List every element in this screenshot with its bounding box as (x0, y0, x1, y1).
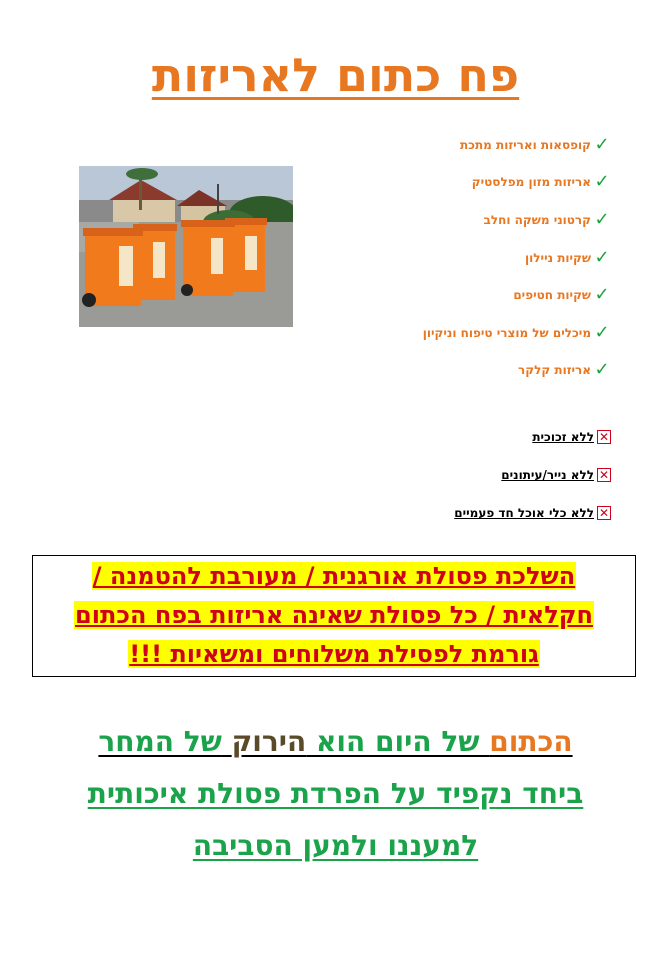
check-icon: ✓ (594, 321, 610, 343)
warning-line: גורמת לפסילת משלוחים ומשאיות !!! (129, 640, 539, 668)
slogan-line-1: הכתום של היום הוא הירוק של המחר (98, 725, 573, 758)
slogan-line-3: למעננו ולמען הסביבה (192, 829, 479, 862)
rejected-items-list (311, 418, 611, 532)
warning-line: השלכת פסולת אורגנית / מעורבת להטמנה / (92, 562, 576, 590)
list-item: ✓ שקיות ניילון (525, 246, 610, 268)
accepted-items-list (311, 126, 611, 389)
slogan-line-2: ביחד נקפיד על הפרדת פסולת איכותית (87, 777, 584, 810)
list-item: ✓ מיכלים של מוצרי טיפוח וניקיון (422, 321, 610, 343)
list-item: ✕ ללא נייר/עיתונים (501, 468, 610, 482)
x-box-icon: ✕ (598, 506, 610, 520)
slogan (0, 716, 671, 872)
check-icon: ✓ (594, 246, 610, 268)
orange-bins-photo (79, 166, 293, 327)
page-title: פח כתום לאריזות (151, 48, 520, 102)
x-box-icon: ✕ (598, 468, 610, 482)
list-item: ✓ אריזות מזון מפלסטיק (471, 171, 610, 193)
check-icon: ✓ (594, 133, 610, 155)
list-item: ✕ ללא כלי אוכל חד פעמיים (454, 506, 610, 520)
check-icon: ✓ (594, 284, 610, 306)
warning-line: חקלאית / כל פסולת שאינה אריזות בפח הכתום (75, 601, 593, 629)
check-icon: ✓ (594, 359, 610, 381)
warning-box (32, 555, 636, 677)
list-item: ✓ אריזות קלקר (518, 359, 610, 381)
list-item: ✕ ללא זכוכית (532, 430, 610, 444)
x-box-icon: ✕ (598, 430, 610, 444)
list-item: ✓ שקיות חטיפים (513, 284, 610, 306)
list-item: ✓ קרטוני משקה וחלב (483, 208, 610, 230)
list-item: ✓ קופסאות ואריזות מתכת (459, 133, 610, 155)
check-icon: ✓ (594, 208, 610, 230)
check-icon: ✓ (594, 171, 610, 193)
